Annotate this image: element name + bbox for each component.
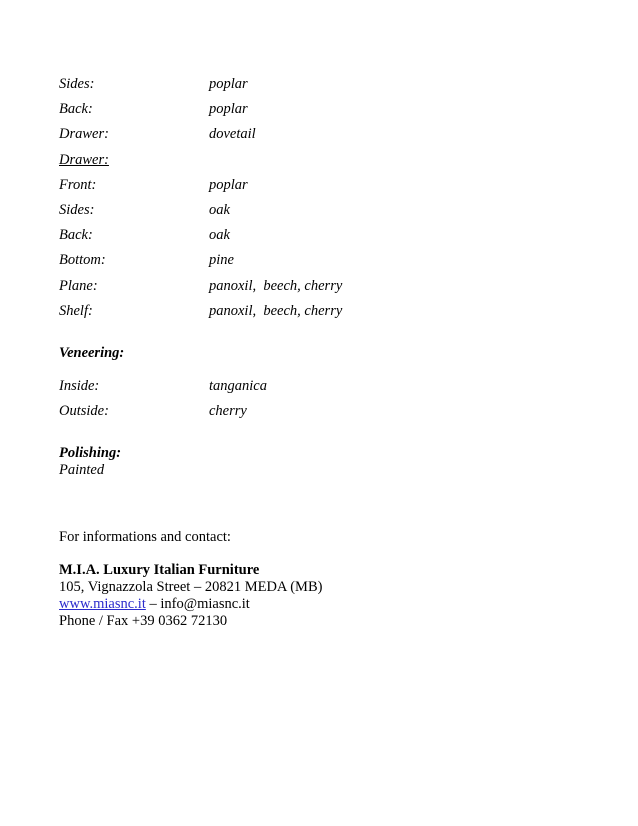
spec-label: Sides: — [59, 202, 95, 218]
polishing-heading: Polishing: — [59, 445, 122, 461]
phone-fax: Phone / Fax +39 0362 72130 — [59, 613, 228, 629]
spec-value: poplar — [209, 101, 248, 117]
spec-value: pine — [209, 252, 234, 268]
company-address: 105, Vignazzola Street – 20821 MEDA (MB) — [59, 579, 323, 595]
spec-label: Back: — [59, 227, 93, 243]
contact-web-email-line — [59, 595, 250, 613]
spec-value: poplar — [209, 177, 248, 193]
polishing-value: Painted — [59, 462, 105, 478]
spec-value: panoxil, beech, cherry — [209, 278, 343, 294]
spec-value: oak — [209, 227, 230, 243]
spec-label: Front: — [59, 177, 97, 193]
contact-intro: For informations and contact: — [59, 529, 231, 545]
spec-value: panoxil, beech, cherry — [209, 303, 343, 319]
spec-label: Back: — [59, 101, 93, 117]
spec-value: tanganica — [209, 378, 267, 394]
spec-label: Inside: — [59, 378, 100, 394]
spec-value: cherry — [209, 403, 247, 419]
spec-label: Plane: — [59, 278, 98, 294]
company-name: M.I.A. Luxury Italian Furniture — [59, 562, 260, 578]
spec-label: Shelf: — [59, 303, 93, 319]
spec-label: Outside: — [59, 403, 109, 419]
veneering-heading: Veneering: — [59, 345, 125, 361]
spec-value: dovetail — [209, 126, 256, 142]
spec-value: poplar — [209, 76, 248, 92]
drawer-heading-text: Drawer: — [59, 152, 109, 168]
spec-label: Sides: — [59, 76, 95, 92]
spec-label: Drawer: — [59, 126, 109, 142]
spec-label: Bottom: — [59, 252, 106, 268]
spec-value: oak — [209, 202, 230, 218]
email-text: – info@miasnc.it — [145, 596, 250, 612]
website-link[interactable]: www.miasnc.it — [59, 596, 146, 612]
